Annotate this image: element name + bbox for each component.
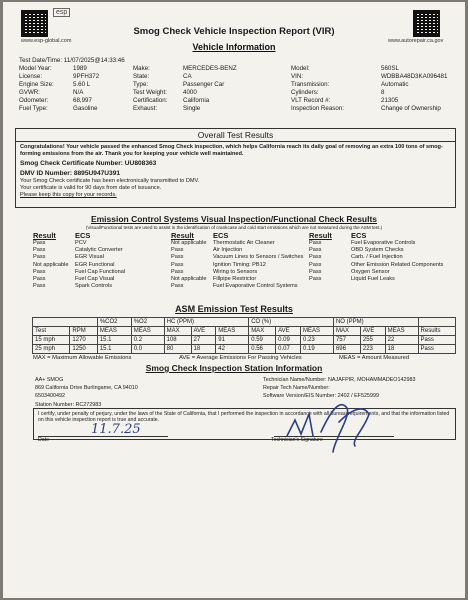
vehicle-field-value: 9PFH372 bbox=[73, 73, 100, 81]
vehicle-field-label: Inspection Reason: bbox=[291, 105, 344, 113]
vehicle-col-1 bbox=[19, 65, 134, 113]
asm-cell: 757 bbox=[333, 336, 360, 345]
asm-cell: 22 bbox=[385, 336, 418, 345]
vehicle-field-row bbox=[291, 105, 461, 113]
technician-signature bbox=[281, 394, 391, 454]
vehicle-field-row bbox=[291, 97, 461, 105]
ecs-result: Pass bbox=[309, 254, 322, 261]
ecs-row bbox=[33, 262, 153, 269]
congratulations-text: Congratulations! Your vehicle passed the enhanced Smog Check inspection, which helps California reach its daily goal of removing an extra 100 tons of smog-forming emissions from the air. Thank you for keeping your vehicle well maintained. bbox=[20, 144, 443, 157]
station-heading: Smog Check Inspection Station Information bbox=[145, 363, 323, 373]
vehicle-field-row bbox=[19, 89, 134, 97]
asm-column-header: AVE bbox=[276, 327, 301, 336]
vehicle-field-value: CA bbox=[183, 73, 192, 81]
vehicle-field-row bbox=[133, 97, 288, 105]
vehicle-field-row bbox=[19, 81, 134, 89]
ecs-item: Vacuum Lines to Sensors / Switches bbox=[213, 254, 304, 261]
ecs-item: Catalytic Converter bbox=[75, 247, 123, 254]
ecs-item: Ignition Timing: PB12 bbox=[213, 261, 266, 268]
certification-text: I certify, under penalty of perjury, under the laws of the State of California, that I performed the inspection in accordance with all bureau requirements, and that the information listed on this vehicle inspection report is true and accurate. bbox=[38, 411, 450, 424]
ecs-item: Wiring to Sensors bbox=[213, 268, 258, 275]
ecs-item: Oxygen Sensor bbox=[351, 268, 390, 275]
vehicle-field-label: VLT Record #: bbox=[291, 97, 331, 105]
ecs-item: Fuel Evaporative Control Systems bbox=[213, 283, 298, 290]
ecs-item: Carb. / Fuel Injection bbox=[351, 254, 403, 261]
ecs-column-1 bbox=[33, 231, 153, 290]
asm-cell: 108 bbox=[164, 336, 191, 345]
vehicle-field-row bbox=[19, 97, 134, 105]
asm-data-row bbox=[33, 336, 456, 345]
vehicle-field-value: MERCEDES-BENZ bbox=[183, 65, 237, 72]
ecs-result: Pass bbox=[33, 283, 46, 290]
asm-cell: 80 bbox=[164, 345, 191, 354]
ecs-result: Not applicable bbox=[33, 261, 69, 268]
vehicle-info-heading: Vehicle Information bbox=[192, 42, 276, 52]
asm-cell: 42 bbox=[216, 345, 249, 354]
tech-signature-label: Technician's Signature bbox=[271, 437, 323, 443]
esp-logo: esp bbox=[53, 8, 70, 17]
ecs-item: OBD System Checks bbox=[351, 247, 404, 254]
asm-column-header-row bbox=[33, 327, 456, 336]
ecs-row bbox=[171, 254, 321, 261]
dmv-note: Your Smog Check certificate has been electronically transmitted to DMV. bbox=[20, 178, 200, 184]
vehicle-field-row bbox=[133, 89, 288, 97]
vehicle-field-row bbox=[133, 105, 288, 113]
asm-cell: 0.0 bbox=[131, 345, 164, 354]
technician-info-line: Repair Tech Name/Number: bbox=[263, 385, 330, 392]
asm-legend bbox=[33, 354, 453, 362]
asm-cell: 0.56 bbox=[249, 345, 276, 354]
asm-group-header: HC (PPM) bbox=[164, 318, 249, 327]
ecs-row bbox=[309, 262, 464, 269]
asm-column-header: MAX bbox=[333, 327, 360, 336]
ecs-result: Not applicable bbox=[171, 240, 207, 246]
vehicle-field-label: Model Year: bbox=[19, 65, 52, 72]
ecs-result: Pass bbox=[309, 276, 322, 283]
ecs-header: ECS bbox=[213, 231, 229, 240]
vehicle-field-label: Type: bbox=[133, 81, 149, 89]
ecs-row bbox=[309, 269, 464, 276]
ecs-result: Pass bbox=[171, 268, 184, 275]
vehicle-field-value: Automatic bbox=[381, 81, 409, 89]
vehicle-field-value: Change of Ownership bbox=[381, 105, 441, 113]
ecs-row bbox=[33, 240, 153, 247]
vehicle-field-value: 21305 bbox=[381, 97, 399, 105]
asm-cell: 25 mph bbox=[33, 345, 70, 354]
vehicle-field-value: Gasoline bbox=[73, 105, 98, 113]
legend-ave: AVE = Average Emissions For Passing Vehicles bbox=[179, 355, 302, 361]
vehicle-field-label: Make: bbox=[133, 65, 150, 72]
asm-cell: 0.23 bbox=[301, 336, 334, 345]
asm-blank-cell bbox=[418, 318, 455, 327]
asm-cell: 0.2 bbox=[131, 336, 164, 345]
vehicle-field-row bbox=[19, 105, 134, 113]
vehicle-field-value: 5.60 L bbox=[73, 81, 91, 89]
vir-document bbox=[3, 2, 465, 598]
vehicle-field-row bbox=[291, 65, 461, 73]
asm-blank-cell bbox=[33, 318, 98, 327]
vehicle-field-row bbox=[291, 73, 461, 81]
vehicle-field-value: 68,997 bbox=[73, 97, 92, 105]
asm-column-header: MAX bbox=[249, 327, 276, 336]
ecs-item: Liquid Fuel Leaks bbox=[351, 276, 395, 283]
vehicle-field-label: State: bbox=[133, 73, 150, 81]
ecs-row bbox=[171, 276, 321, 283]
asm-cell: 1250 bbox=[70, 345, 97, 354]
vehicle-field-value: 8 bbox=[381, 89, 385, 97]
ecs-row bbox=[33, 276, 153, 283]
vehicle-field-value: California bbox=[183, 97, 210, 105]
asm-cell: 0.19 bbox=[301, 345, 334, 354]
vehicle-field-label: Model: bbox=[291, 65, 310, 72]
vehicle-field-row bbox=[133, 81, 288, 89]
technician-info-line: Technician Name/Number: NAJAFPIR, MOHAMMADEO142983 bbox=[263, 377, 416, 383]
asm-cell: 27 bbox=[191, 336, 216, 345]
station-info-line: 869 California Drive Burlingame, CA 94010 bbox=[35, 385, 138, 392]
vehicle-field-label: VIN: bbox=[291, 73, 304, 81]
station-info-line: AA+ SMOG bbox=[35, 377, 64, 383]
date-label: Date bbox=[38, 437, 49, 443]
ecs-row bbox=[309, 254, 464, 261]
ecs-row bbox=[33, 283, 153, 290]
ecs-result: Not applicable bbox=[171, 276, 207, 283]
vehicle-field-label: Cylinders: bbox=[291, 89, 319, 97]
asm-cell: 1270 bbox=[70, 336, 97, 345]
ecs-result: Pass bbox=[33, 268, 46, 275]
asm-column-header: MEAS bbox=[385, 327, 418, 336]
asm-column-header: RPM bbox=[70, 327, 97, 336]
ecs-header: ECS bbox=[75, 231, 91, 240]
left-url: www.esp-global.com bbox=[21, 38, 72, 44]
emission-heading: Emission Control Systems Visual Inspection/Functional Check Results bbox=[90, 214, 378, 224]
result-header: Result bbox=[309, 231, 332, 240]
vehicle-field-label: Test Weight: bbox=[133, 89, 167, 97]
asm-data-row bbox=[33, 345, 456, 354]
asm-cell: 15.1 bbox=[97, 345, 131, 354]
asm-column-header: MEAS bbox=[131, 327, 164, 336]
vehicle-field-label: Fuel Type: bbox=[19, 105, 48, 113]
ecs-item: Spark Controls bbox=[75, 283, 112, 290]
asm-cell: 696 bbox=[333, 345, 360, 354]
vehicle-field-label: Exhaust: bbox=[133, 105, 158, 113]
ecs-row bbox=[33, 269, 153, 276]
result-header: Result bbox=[33, 231, 56, 240]
validity-note: Your certificate is valid for 90 days from date of issuance. bbox=[20, 185, 162, 191]
asm-column-header: AVE bbox=[191, 327, 216, 336]
ecs-result: Pass bbox=[33, 254, 46, 261]
right-url: www.autorepair.ca.gov bbox=[388, 38, 444, 44]
ecs-result: Pass bbox=[33, 247, 46, 254]
asm-column-header: MEAS bbox=[216, 327, 249, 336]
asm-heading: ASM Emission Test Results bbox=[175, 304, 293, 314]
asm-group-header-row bbox=[33, 318, 456, 327]
handwritten-date: 11.7.25 bbox=[91, 422, 141, 437]
ecs-row bbox=[171, 247, 321, 254]
asm-cell: 0.07 bbox=[276, 345, 301, 354]
ecs-item: PCV bbox=[75, 240, 87, 246]
asm-column-header: MAX bbox=[164, 327, 191, 336]
ecs-row bbox=[171, 269, 321, 276]
asm-column-header: AVE bbox=[360, 327, 385, 336]
legend-meas: MEAS = Amount Measured bbox=[339, 355, 410, 361]
ecs-item: Fuel Cap Visual bbox=[75, 276, 115, 283]
station-info-line: Station Number: RC272983 bbox=[35, 401, 102, 408]
ecs-result: Pass bbox=[309, 268, 322, 275]
asm-cell: 223 bbox=[360, 345, 385, 354]
keep-copy-note: Please keep this copy for your records. bbox=[20, 192, 117, 198]
asm-group-header: %CO2 bbox=[97, 318, 131, 327]
overall-results-heading: Overall Test Results bbox=[16, 129, 455, 142]
vehicle-field-value: 4000 bbox=[183, 89, 197, 97]
legend-max: MAX = Maximum Allowable Emissions bbox=[33, 355, 132, 361]
ecs-item: EGR Functional bbox=[75, 261, 115, 268]
ecs-item: Fillpipe Restrictor bbox=[213, 276, 257, 283]
vehicle-field-value: N/A bbox=[73, 89, 84, 97]
vehicle-field-value: 1989 bbox=[73, 65, 87, 72]
vehicle-field-row bbox=[133, 73, 288, 81]
ecs-row bbox=[171, 262, 321, 269]
asm-cell: 18 bbox=[191, 345, 216, 354]
vehicle-field-label: License: bbox=[19, 73, 43, 81]
certificate-number: Smog Check Certificate Number: UU808363 bbox=[20, 160, 157, 167]
ecs-column-2 bbox=[171, 231, 321, 290]
ecs-row bbox=[33, 247, 153, 254]
ecs-result: Pass bbox=[33, 276, 46, 283]
asm-group-header: NO (PPM) bbox=[333, 318, 418, 327]
ecs-result: Pass bbox=[309, 240, 322, 246]
report-title: Smog Check Vehicle Inspection Report (VIR) bbox=[133, 26, 335, 37]
ecs-item: Other Emission Related Components bbox=[351, 261, 444, 268]
ecs-row bbox=[309, 240, 464, 247]
ecs-result: Pass bbox=[309, 261, 322, 268]
vehicle-field-label: GVWR: bbox=[19, 89, 40, 97]
vehicle-col-3 bbox=[291, 65, 461, 113]
overall-results-box bbox=[15, 128, 456, 208]
vehicle-field-row bbox=[291, 89, 461, 97]
ecs-item: EGR Visual bbox=[75, 254, 104, 261]
vehicle-field-value: Single bbox=[183, 105, 201, 113]
asm-column-header: Test bbox=[33, 327, 70, 336]
technician-info-line: Software Version/EIS Number: 2402 / EF525999 bbox=[263, 393, 379, 400]
vehicle-field-label: Transmission: bbox=[291, 81, 330, 89]
ecs-result: Pass bbox=[171, 261, 184, 268]
vehicle-field-value: Passenger Car bbox=[183, 81, 225, 89]
test-datetime: Test Date/Time: 11/07/2025@14:33:46 bbox=[19, 57, 125, 64]
ecs-item: Air Injection bbox=[213, 247, 243, 254]
asm-cell: Pass bbox=[418, 336, 455, 345]
asm-cell: 18 bbox=[385, 345, 418, 354]
ecs-result: Pass bbox=[171, 254, 184, 261]
asm-cell: 0.59 bbox=[249, 336, 276, 345]
vehicle-field-value: WDBBA48D3KA096481 bbox=[381, 73, 448, 81]
vehicle-field-row bbox=[133, 65, 288, 73]
asm-group-header: CO (%) bbox=[249, 318, 334, 327]
ecs-item: Thermostatic Air Cleaner bbox=[213, 240, 275, 246]
vehicle-field-value: 560SL bbox=[381, 65, 399, 72]
ecs-item: Fuel Cap Functional bbox=[75, 268, 126, 275]
result-header: Result bbox=[171, 231, 194, 240]
ecs-result: Pass bbox=[309, 247, 322, 254]
ecs-item: Fuel Evaporative Controls bbox=[351, 240, 416, 246]
station-left bbox=[35, 376, 138, 409]
asm-cell: 15.1 bbox=[97, 336, 131, 345]
ecs-result: Pass bbox=[171, 247, 184, 254]
asm-column-header: MEAS bbox=[301, 327, 334, 336]
asm-cell: 0.09 bbox=[276, 336, 301, 345]
ecs-row bbox=[171, 240, 321, 247]
asm-group-header: %O2 bbox=[131, 318, 164, 327]
ecs-column-3 bbox=[309, 231, 464, 283]
ecs-row bbox=[33, 254, 153, 261]
station-info-line: 6503400492 bbox=[35, 393, 65, 400]
dmv-id-number: DMV ID Number: 8895U947U391 bbox=[20, 170, 121, 177]
ecs-result: Pass bbox=[33, 240, 46, 246]
asm-results-table bbox=[32, 317, 456, 354]
vehicle-field-row bbox=[291, 81, 461, 89]
ecs-row bbox=[171, 283, 321, 290]
vehicle-field-label: Certification: bbox=[133, 97, 168, 105]
ecs-row bbox=[309, 247, 464, 254]
asm-column-header: MEAS bbox=[97, 327, 131, 336]
emission-subtext: (Visual/Functional tests are used to assist in the identification of crankcase and cold start emissions which are not measured during the ASM test.) bbox=[85, 225, 383, 230]
ecs-header: ECS bbox=[351, 231, 367, 240]
vehicle-field-row bbox=[19, 73, 134, 81]
asm-cell: Pass bbox=[418, 345, 455, 354]
asm-cell: 15 mph bbox=[33, 336, 70, 345]
vehicle-field-label: Engine Size: bbox=[19, 81, 54, 89]
ecs-result: Pass bbox=[171, 283, 184, 290]
vehicle-field-label: Odometer: bbox=[19, 97, 49, 105]
vehicle-field-row bbox=[19, 65, 134, 73]
vehicle-col-2 bbox=[133, 65, 288, 113]
ecs-row bbox=[309, 276, 464, 283]
asm-cell: 91 bbox=[216, 336, 249, 345]
asm-column-header: Results bbox=[418, 327, 455, 336]
asm-cell: 255 bbox=[360, 336, 385, 345]
